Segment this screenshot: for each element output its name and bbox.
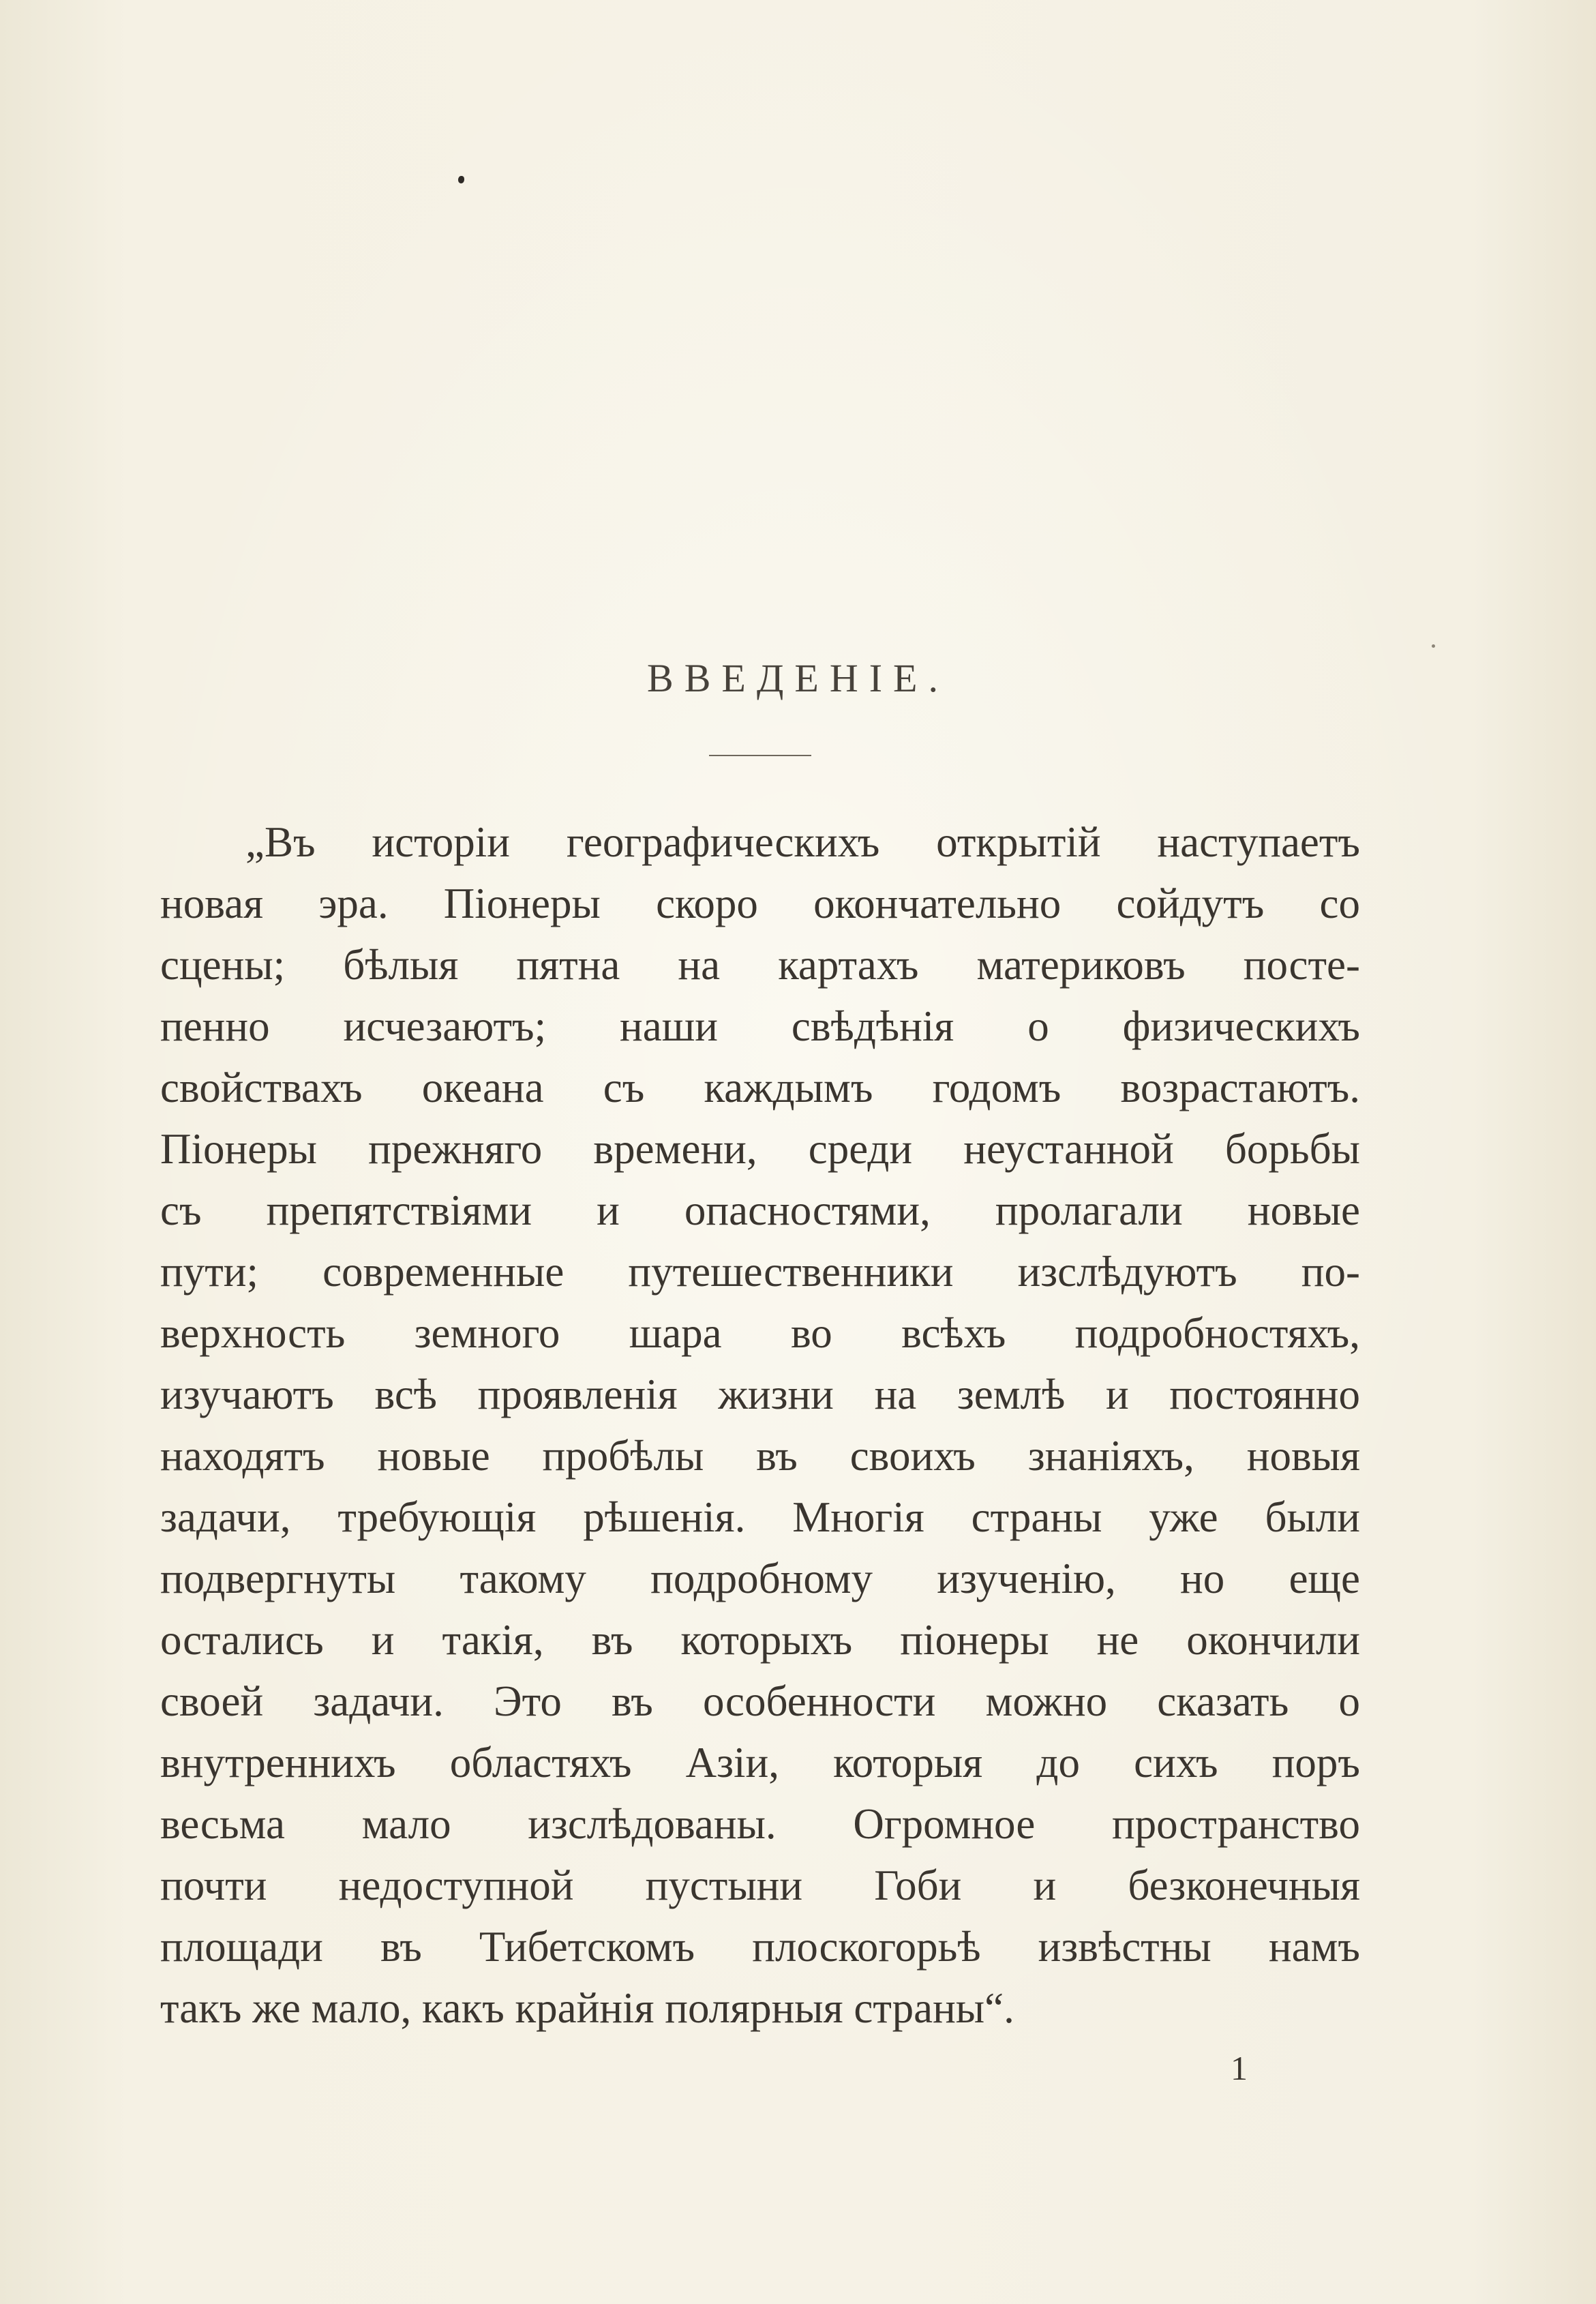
ink-speck [458, 176, 464, 183]
text-line: почти недоступной пустыни Гоби и безконечныя [160, 1861, 1360, 1909]
paper-blemish [1432, 644, 1435, 648]
paragraph [160, 811, 1360, 2039]
text-line: весьма мало изслѣдованы. Огромное пространство [160, 1800, 1360, 1848]
text-line: внутреннихъ областяхъ Азіи, которыя до сихъ поръ [160, 1739, 1360, 1786]
heading-rule [709, 755, 811, 756]
text-line: Піонеры прежняго времени, среди неустанной борьбы [160, 1125, 1360, 1173]
text-line: пенно исчезаютъ; наши свѣдѣнія о физическихъ [160, 1002, 1360, 1050]
text-line: изучаютъ всѣ проявленія жизни на землѣ и постоянно [160, 1371, 1360, 1418]
text-line: остались и такія, въ которыхъ піонеры не окончили [160, 1616, 1360, 1664]
text-line: съ препятствіями и опасностями, пролагали новые [160, 1186, 1360, 1234]
text-line: верхность земного шара во всѣхъ подробностяхъ, [160, 1309, 1360, 1357]
text-line: новая эра. Піонеры скоро окончательно сойдутъ со [160, 880, 1360, 927]
text-line: „Въ исторіи географическихъ открытій наступаетъ [245, 818, 1360, 866]
text-line: пути; современные путешественники изслѣдуютъ по- [160, 1248, 1360, 1296]
text-line: своей задачи. Это въ особенности можно сказать о [160, 1677, 1360, 1725]
text-line: сцены; бѣлыя пятна на картахъ материковъ посте- [160, 941, 1360, 989]
text-line: площади въ Тибетскомъ плоскогорьѣ извѣстны намъ [160, 1923, 1360, 1971]
page-number: 1 [1231, 2049, 1248, 2087]
text-line: находятъ новые пробѣлы въ своихъ знаніяхъ, новыя [160, 1432, 1360, 1480]
chapter-heading: ВВЕДЕНІЕ. [647, 656, 949, 700]
text-line: такъ же мало, какъ крайнія полярныя страны“. [160, 1984, 1014, 2032]
text-line: задачи, требующія рѣшенія. Многія страны уже были [160, 1493, 1360, 1541]
text-line: подвергнуты такому подробному изученію, но еще [160, 1555, 1360, 1602]
text-line: свойствахъ океана съ каждымъ годомъ возрастаютъ. [160, 1064, 1360, 1111]
